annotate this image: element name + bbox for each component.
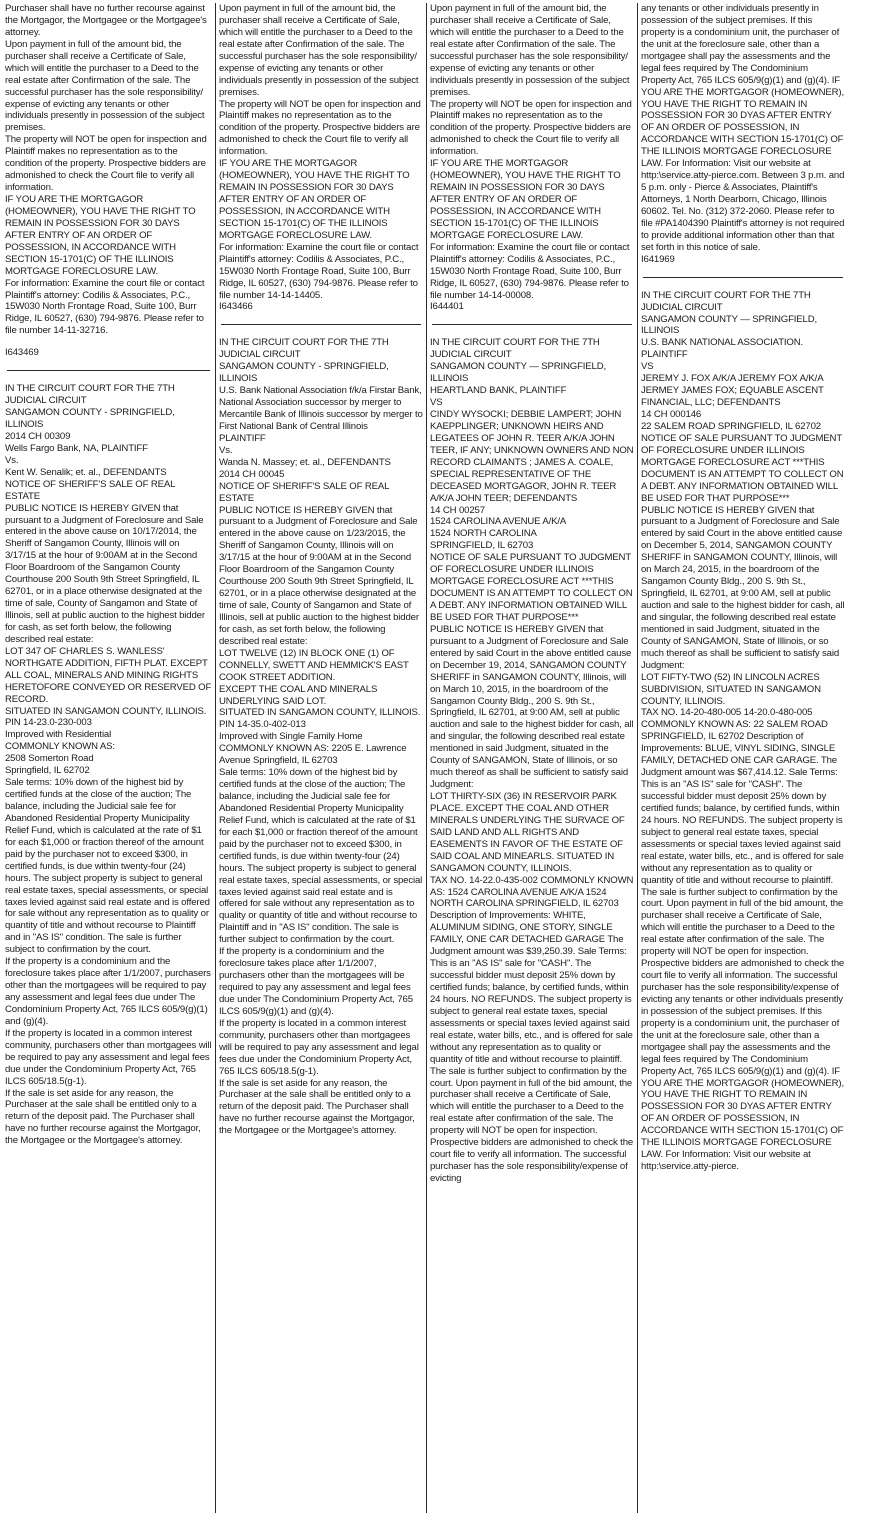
notice-paragraph: 22 SALEM ROAD SPRINGFIELD, IL 62702 NOTICE OF SALE PURSUANT TO JUDGMENT OF FORECLOSURE UNDER ILLINOIS MORTGAGE FORECLOSURE ACT ***THIS DOCUMENT IS AN ATTEMPT TO COLLECT ON A DEBT. ANY INFORMATION OBTAINED WILL BE USED FOR THAT PURPOSE*** [641, 420, 844, 504]
notice-paragraph: VS [430, 397, 443, 409]
notice-paragraph: PUBLIC NOTICE IS HEREBY GIVEN that pursuant to a Judgment of Foreclosure and Sale entered in the above cause on 1/23/2015, the Sheriff of Sangamon County, Illinois will on 3/17/15 at the hour of 9:00AM at in the Second Floor Boardroom of the Sangamon County Courthouse 200 South 9th Street Springfield, IL 62701, or in a place otherwise designated at the time of sale, County of Sangamon and State of Illinois, sell at public auction to the highest bidder for cash, as set forth below, the following described real estate: [219, 504, 419, 647]
notice-paragraph: IN THE CIRCUIT COURT FOR THE 7TH JUDICIAL CIRCUIT [641, 289, 811, 313]
notice-paragraph: NOTICE OF SALE PURSUANT TO JUDGMENT OF FORECLOSURE UNDER ILLINOIS MORTGAGE FORECLOSURE ACT ***THIS DOCUMENT IS AN ATTEMPT TO COLLECT ON A DEBT. ANY INFORMATION OBTAINED WILL BE USED FOR THAT PURPOSE*** [430, 552, 633, 623]
notice-paragraph: COMMONLY KNOWN AS: 2205 E. Lawrence Avenue Springfield, IL 62703 [219, 743, 407, 767]
notice-paragraph: If the property is located in a common interest community, purchasers other than mortgagees will be required to pay any assessment and legal fees due under the Condominium Property Act, 765 ILCS 605/18.5(g-1). [5, 1027, 212, 1087]
notice-paragraph: Improved with Single Family Home [219, 731, 363, 743]
column-4 [637, 3, 848, 1513]
notice-paragraph: The property will NOT be open for inspection and Plaintiff makes no representation as to the condition of the property. Prospective bidders are admonished to check the Court file to verify all information. [430, 98, 632, 158]
notice-id: I641969 [641, 253, 675, 265]
notice-paragraph: SITUATED IN SANGAMON COUNTY, ILLINOIS. [219, 707, 421, 719]
notice-paragraph: For information: Examine the court file or contact Plaintiff's attorney: Codilis & Associates, P.C., 15W030 North Frontage Road, Suite 100, Burr Ridge, IL 60527, (630) 794-9876. Please refer to file number 14-14-14405. [219, 241, 419, 301]
notice-paragraph: Purchaser shall have no further recourse against the Mortgagor, the Mortgagee or the Mortgagee's attorney. [5, 3, 207, 38]
column-2 [215, 3, 426, 1513]
notice-paragraph: U.S. BANK NATIONAL ASSOCIATION. PLAINTIFF [641, 337, 804, 361]
notice-paragraph: 2508 Somerton Road [5, 753, 94, 765]
notice-id: I643466 [219, 301, 253, 313]
legal-notice [430, 3, 634, 313]
notice-paragraph: Springfield, IL 62702 [5, 765, 90, 777]
notice-paragraph: 2014 CH 00309 [5, 430, 71, 442]
notice-paragraph: Upon payment in full of the amount bid, the purchaser shall receive a Certificate of Sale, which will entitle the purchaser to a Deed to the real estate after Confirmation of the sale. The successful purchaser has the sole responsibility/ expense of evicting any tenants or other individuals presently in possession of the subject premises. [5, 38, 205, 134]
notice-paragraph: TAX NO. 14-20-480-005 14-20.0-480-005 COMMONLY KNOWN AS: 22 SALEM ROAD SPRINGFIELD, IL 62702 Description of Improvements: BLUE, VINYL SIDING, SINGLE FAMILY, DETACHED ONE CAR GARAGE. The Judgment amount was $67,414.12. Sale Terms: This is an "AS IS" sale for "CASH". The successful bidder must deposit 25% down by certified funds; balance, by certified funds, within 24 hours. NO REFUNDS. The subject property is subject to general real estate taxes, special assessments or special taxes levied against said real estate, water bills, etc., and is offered for sale without any representation as to quality or quantity of title and without recourse to plaintiff. The sale is further subject to confirmation by the court. Upon payment in full of the bid amount, the purchaser shall receive a Certificate of Sale, which will entitle the purchaser to a Deed to the real estate after confirmation of the sale. The property will NOT be open for inspection. Prospective bidders are admonished to check the court file to verify all information. The successful purchaser has the sole responsibility/expense of evicting any tenants or other individuals presently in possession of the subject premises. If this property is a condominium unit, the purchaser of the unit at the foreclosure sale, other than a mortgagee shall pay the assessments and the legal fees required by The Condominium Property Act, 765 ILCS 605/9(g)(1) and (g)(4). IF YOU ARE THE MORTGAGOR (HOMEOWNER), YOU HAVE THE RIGHT TO REMAIN IN POSSESSION FOR 30 DYAS AFTER ENTRY OF AN ORDER OF POSSESSION, IN ACCORDANCE WITH SECTION 15-1701(C) OF THE ILLINOIS MORTGAGE FORECLOSURE LAW. For Information: Visit our website at http:\service.atty-pierce. [641, 707, 845, 1173]
notice-paragraph: 14 CH 00257 [430, 504, 485, 516]
notice-paragraph: Kent W. Senalik; et. al., DEFENDANTS [5, 466, 167, 478]
notice-paragraph: Wanda N. Massey; et. al., DEFENDANTS [219, 456, 391, 468]
notice-paragraph: PUBLIC NOTICE IS HEREBY GIVEN that pursuant to a Judgment of Foreclosure and Sale entered in the above cause on 10/17/2014, the Sheriff of Sangamon County, Illinois will on 3/17/15 at the hour of 9:00AM at in the Second Floor Boardroom of the Sangamon County Courthouse 200 South 9th Street Springfield, IL 62701, or in a place otherwise designated at the time of sale, County of Sangamon and State of Illinois, sell at public auction to the highest bidder for cash, as set forth below, the following described real estate: [5, 502, 205, 645]
notice-paragraph: IF YOU ARE THE MORTGAGOR (HOMEOWNER), YOU HAVE THE RIGHT TO REMAIN IN POSSESSION FOR 30 DAYS AFTER ENTRY OF AN ORDER OF POSSESSION, IN ACCORDANCE WITH SECTION 15-1701(C) OF THE ILLINOIS MORTGAGE FORECLOSURE LAW. [219, 158, 410, 241]
legal-notice [219, 3, 423, 313]
notice-paragraph: PIN 14-23.0-230-003 [5, 717, 92, 729]
notice-paragraph: Wells Fargo Bank, NA, PLAINTIFF [5, 442, 148, 454]
notice-paragraph: NOTICE OF SHERIFF'S SALE OF REAL ESTATE [219, 480, 389, 504]
notice-paragraph: VS [641, 361, 654, 373]
notice-paragraph: Sale terms: 10% down of the highest bid by certified funds at the close of the auction; The balance, including the Judicial sale fee for Abandoned Residential Property Municipality Relief Fund, which is calculated at the rate of $1 for each $1,000 or fraction thereof of the amount paid by the purchaser not to exceed $300, in certified funds, is due within twenty-four (24) hours. The subject property is subject to general real estate taxes, special assessments, or special taxes levied against said real estate and is offered for sale without any representation as to quality or quantity of title and without recourse to Plaintiff and in "AS IS" condition. The sale is further subject to confirmation by the court. [5, 777, 210, 956]
notice-paragraph: COMMONLY KNOWN AS: [5, 741, 115, 753]
notice-paragraph: SITUATED IN SANGAMON COUNTY, ILLINOIS. [5, 705, 207, 717]
notice-paragraph: IN THE CIRCUIT COURT FOR THE 7TH JUDICIAL CIRCUIT [430, 337, 600, 361]
notice-paragraph: PIN 14-35.0-402-013 [219, 719, 306, 731]
notice-paragraph: IF YOU ARE THE MORTGAGOR (HOMEOWNER), YOU HAVE THE RIGHT TO REMAIN IN POSSESSION FOR 30 DAYS AFTER ENTRY OF AN ORDER OF POSSESSION, IN ACCORDANCE WITH SECTION 15-1701(C) OF THE ILLINOIS MORTGAGE FORECLOSURE LAW. [430, 158, 621, 241]
legal-notice [5, 3, 212, 359]
notice-paragraph: CINDY WYSOCKI; DEBBIE LAMPERT; JOHN KAEPPLINGER; UNKNOWN HEIRS AND LEGATEES OF JOHN R. TEER A/K/A JOHN TEER, IF ANY; UNKNOWN OWNERS AND NON RECORD CLAIMANTS ; JAMES A. COALE, SPECIAL REPRESENTATIVE OF THE DECEASED MORTGAGOR, JOHN R. TEER A/K/A JOHN TEER; DEFENDANTS [430, 409, 634, 504]
legal-notice [641, 3, 845, 266]
notice-paragraph: U.S. Bank National Association f/k/a Firstar Bank, National Association successor by merger to Mercantile Bank of Illinois successor by merger to First National Bank of Central Illinois [219, 385, 423, 432]
column-1 [4, 3, 215, 1513]
notice-paragraph: SANGAMON COUNTY - SPRINGFIELD, ILLINOIS [5, 407, 175, 430]
notice-paragraph: The property will NOT be open for inspection and Plaintiff makes no representation as to the condition of the property. Prospective bidders are admonished to check the Court file to verify all information. [5, 134, 207, 194]
notice-divider [643, 277, 843, 278]
notice-id: I643469 [5, 347, 39, 359]
notice-paragraph: Upon payment in full of the amount bid, the purchaser shall receive a Certificate of Sale, which will entitle the purchaser to a Deed to the real estate after Confirmation of the sale. The successful purchaser has the sole responsibility/ expense of evicting any tenants or other individuals presently in possession of the subject premises. [219, 3, 419, 98]
notice-paragraph: IN THE CIRCUIT COURT FOR THE 7TH JUDICIAL CIRCUIT [5, 383, 175, 407]
notice-paragraph: PUBLIC NOTICE IS HEREBY GIVEN that pursuant to a Judgment of Foreclosure and Sale entered by said Court in the above entitled cause on December 19, 2014, SANGAMON COUNTY SHERIFF in SANGAMON COUNTY, Illinois, will on March 10, 2015, in the boardroom of the Sangamon County Bldg., 200 S. 9th St., Springfield, IL 62701, at 9:00 AM, sell at public auction and sale to the highest bidder for cash, all and singular, the following described real estate mentioned in said Judgment, situated in the County of SANGAMON, State of Illinois, or so much thereof as shall be sufficient to satisfy said Judgment: [430, 623, 634, 791]
notice-paragraph: Upon payment in full of the amount bid, the purchaser shall receive a Certificate of Sale, which will entitle the purchaser to a Deed to the real estate after Confirmation of the sale. The successful purchaser has the sole responsibility/ expense of evicting any tenants or other individuals presently in possession of the subject premises. [430, 3, 630, 98]
notice-paragraph: EXCEPT THE COAL AND MINERALS UNDERLYING SAID LOT. [219, 683, 378, 707]
notice-paragraph: 2014 CH 00045 [219, 468, 285, 480]
notice-paragraph: 1524 CAROLINA AVENUE A/K/A [430, 516, 567, 528]
notice-paragraph: If the property is a condominium and the foreclosure takes place after 1/1/2007, purchasers other than the mortgagees will be required to pay any assessment and legal fees due under The Condominium Property Act, 765 ILCS 605/9(g)(1) and (g)(4). [219, 946, 413, 1017]
notice-paragraph: TAX NO. 14-22.0-435-002 COMMONLY KNOWN AS: 1524 CAROLINA AVENUE A/K/A 1524 NORTH CAROLINA SPRINGFIELD, IL 62703 Description of Improvements: WHITE, ALUMINUM SIDING, ONE STORY, SINGLE FAMILY, ONE CAR DETACHED GARAGE The Judgment amount was $39,250.39. Sale Terms: This is an "AS IS" sale for "CASH". The successful bidder must deposit 25% down by certified funds; balance, by certified funds, within 24 hours. NO REFUNDS. The subject property is subject to general real estate taxes, special assessments or special taxes levied against said real estate, water bills, etc., and is offered for sale without any representation as to quality or quantity of title and without recourse to plaintiff. The sale is further subject to confirmation by the court. Upon payment in full of the bid amount, the purchaser shall receive a Certificate of Sale, which will entitle the purchaser to a Deed to the real estate after confirmation of the sale. The property will NOT be open for inspection. Prospective bidders are admonished to check the court file to verify all information. The successful purchaser has the sole responsibility/expense of evicting [430, 874, 634, 1184]
spacer [5, 337, 212, 347]
notice-paragraph: LOT TWELVE (12) IN BLOCK ONE (1) OF CONNELLY, SWETT AND HEMMICK'S EAST COOK STREET ADDITION. [219, 647, 409, 683]
legal-notice [641, 290, 845, 1173]
notice-paragraph: SANGAMON COUNTY — SPRINGFIELD, ILLINOIS [430, 361, 607, 385]
notice-paragraph: HEARTLAND BANK, PLAINTIFF [430, 385, 567, 397]
notice-paragraph: If the sale is set aside for any reason, the Purchaser at the sale shall be entitled only to a return of the deposit paid. The Purchaser shall have no further recourse against the Mortgagor, the Mortgagee or the Mortgagee's attorney. [219, 1077, 415, 1137]
notice-paragraph: LOT THIRTY-SIX (36) IN RESERVOIR PARK PLACE. EXCEPT THE COAL AND OTHER MINERALS UNDERLYING THE SURVACE OF SAID LAND AND ALL RIGHTS AND EASEMENTS IN FAVOR OF THE ESTATE OF SAID COAL AND MINEARLS. SITUATED IN SANGAMON COUNTY, ILLINOIS. [430, 791, 625, 874]
notice-paragraph: LOT 347 OF CHARLES S. WANLESS' NORTHGATE ADDITION, FIFTH PLAT. EXCEPT ALL COAL, MINERALS AND MINING RIGHTS HERETOFORE CONVEYED OR RESERVED OF RECORD. [5, 645, 212, 705]
notice-paragraph: IN THE CIRCUIT COURT FOR THE 7TH JUDICIAL CIRCUIT [219, 337, 389, 361]
notice-paragraph: PLAINTIFF [219, 432, 266, 444]
legal-notice [219, 337, 423, 1137]
notice-paragraph: For information: Examine the court file or contact Plaintiff's attorney: Codilis & Associates, P.C., 15W030 North Frontage Road, Suite 100, Burr Ridge, IL 60527, (630) 794-9876. Please refer to file number 14-14-00008. [430, 241, 630, 301]
notice-paragraph: Improved with Residential [5, 729, 112, 741]
notice-paragraph: PUBLIC NOTICE IS HEREBY GIVEN that pursuant to a Judgment of Foreclosure and Sale entered by said Court in the above entitled cause on December 5, 2014, SANGAMON COUNTY SHERIFF in SANGAMON COUNTY, Illinois, will on March 24, 2015, in the boardroom of the Sangamon County Bldg., 200 S. 9th St., Springfield, IL 62701, at 9:00 AM, sell at public auction and sale to the highest bidder for cash, all and singular, the following described real estate mentioned in said Judgment, situated in the County of SANGAMON, State of Illinois, or so much thereof as shall be sufficient to satisfy said Judgment: [641, 504, 845, 671]
notice-paragraph: If the sale is set aside for any reason, the Purchaser at the sale shall be entitled only to a return of the deposit paid. The Purchaser shall have no further recourse against the Mortgagor, the Mortgagee or the Mortgagee's attorney. [5, 1087, 201, 1147]
notice-paragraph: SANGAMON COUNTY - SPRINGFIELD, ILLINOIS [219, 361, 389, 385]
notice-divider [432, 324, 632, 325]
notice-paragraph: JEREMY J. FOX A/K/A JEREMY FOX A/K/A JERMEY JAMES FOX; EQUABLE ASCENT FINANCIAL, LLC; DEFENDANTS [641, 373, 824, 409]
notice-paragraph: IF YOU ARE THE MORTGAGOR (HOMEOWNER), YOU HAVE THE RIGHT TO REMAIN IN POSSESSION FOR 30 DAYS AFTER ENTRY OF AN ORDER OF POSSESSION, IN ACCORDANCE WITH SECTION 15-1701(C) OF THE ILLINOIS MORTGAGE FORECLOSURE LAW. [5, 194, 196, 277]
notice-divider [221, 324, 421, 325]
notice-paragraph: For information: Examine the court file or contact Plaintiff's attorney: Codilis & Associates, P.C., 15W030 North Frontage Road, Suite 100, Burr Ridge, IL 60527, (630) 794-9876. Please refer to file number 14-11-32716. [5, 277, 205, 337]
notice-paragraph: NOTICE OF SHERIFF'S SALE OF REAL ESTATE [5, 478, 175, 502]
notice-paragraph: Sale terms: 10% down of the highest bid by certified funds at the close of the auction; The balance, including the Judicial sale fee for Abandoned Residential Property Municipality Relief Fund, which is calculated at the rate of $1 for each $1,000 or fraction thereof of the amount paid by the purchaser not to exceed $300, in certified funds, is due within twenty-four (24) hours. The subject property is subject to general real estate taxes, special assessments, or special taxes levied against said real estate and is offered for sale without any representation as to quality or quantity of title and without recourse to Plaintiff and in "AS IS" condition. The sale is further subject to confirmation by the court. [219, 767, 423, 946]
notice-paragraph: Vs. [5, 454, 19, 466]
notice-paragraph: Vs. [219, 444, 233, 456]
notice-paragraph: If the property is a condominium and the foreclosure takes place after 1/1/2007, purchasers other than the mortgagees will be required to pay any assessment and legal fees due under The Condominium Property Act, 765 ILCS 605/9(g)(1) and (g)(4). [5, 956, 211, 1027]
column-3 [426, 3, 637, 1513]
notice-paragraph: LOT FIFTY-TWO (52) IN LINCOLN ACRES SUBDIVISION, SITUATED IN SANGAMON COUNTY, ILLINOIS. [641, 671, 821, 707]
notice-paragraph: If the property is located in a common interest community, purchasers other than mortgagees will be required to pay any assessment and legal fees due under the Condominium Property Act, 765 ILCS 605/18.5(g-1). [219, 1017, 419, 1077]
notice-paragraph: SPRINGFIELD, IL 62703 [430, 540, 534, 552]
notice-paragraph: any tenants or other individuals presently in possession of the subject premises. If this property is a condominium unit, the purchaser of the unit at the foreclosure sale, other than a mortgagee shall pay the assessments and the legal fees required by The Condominium Property Act, 765 ILCS 605/9(g)(1) and (g)(4). IF YOU ARE THE MORTGAGOR (HOMEOWNER), YOU HAVE THE RIGHT TO REMAIN IN POSSESSION FOR 30 DYAS AFTER ENTRY OF AN ORDER OF POSSESSION, IN ACCORDANCE WITH SECTION 15-1701(C) OF THE ILLINOIS MORTGAGE FORECLOSURE LAW. For Information: Visit our website at http:\service.atty-pierce.com. Between 3 p.m. and 5 p.m. only - Pierce & Associates, Plaintiff's Attorneys, 1 North Dearborn, Chicago, Illinois 60602. Tel. No. (312) 372-2060. Please refer to file #PA1404390 Plaintiff's attorney is not required to provide additional information other than that set forth in this notice of sale. [641, 3, 845, 253]
notice-divider [7, 370, 210, 371]
legal-notice [430, 337, 634, 1185]
notice-paragraph: The property will NOT be open for inspection and Plaintiff makes no representation as to the condition of the property. Prospective bidders are admonished to check the Court file to verify all information. [219, 98, 421, 158]
notice-paragraph: SANGAMON COUNTY — SPRINGFIELD, ILLINOIS [641, 313, 818, 337]
notice-paragraph: 1524 NORTH CAROLINA [430, 528, 537, 540]
notice-id: I644401 [430, 301, 464, 313]
legal-notice [5, 383, 212, 1147]
notice-paragraph: 14 CH 000146 [641, 409, 702, 420]
